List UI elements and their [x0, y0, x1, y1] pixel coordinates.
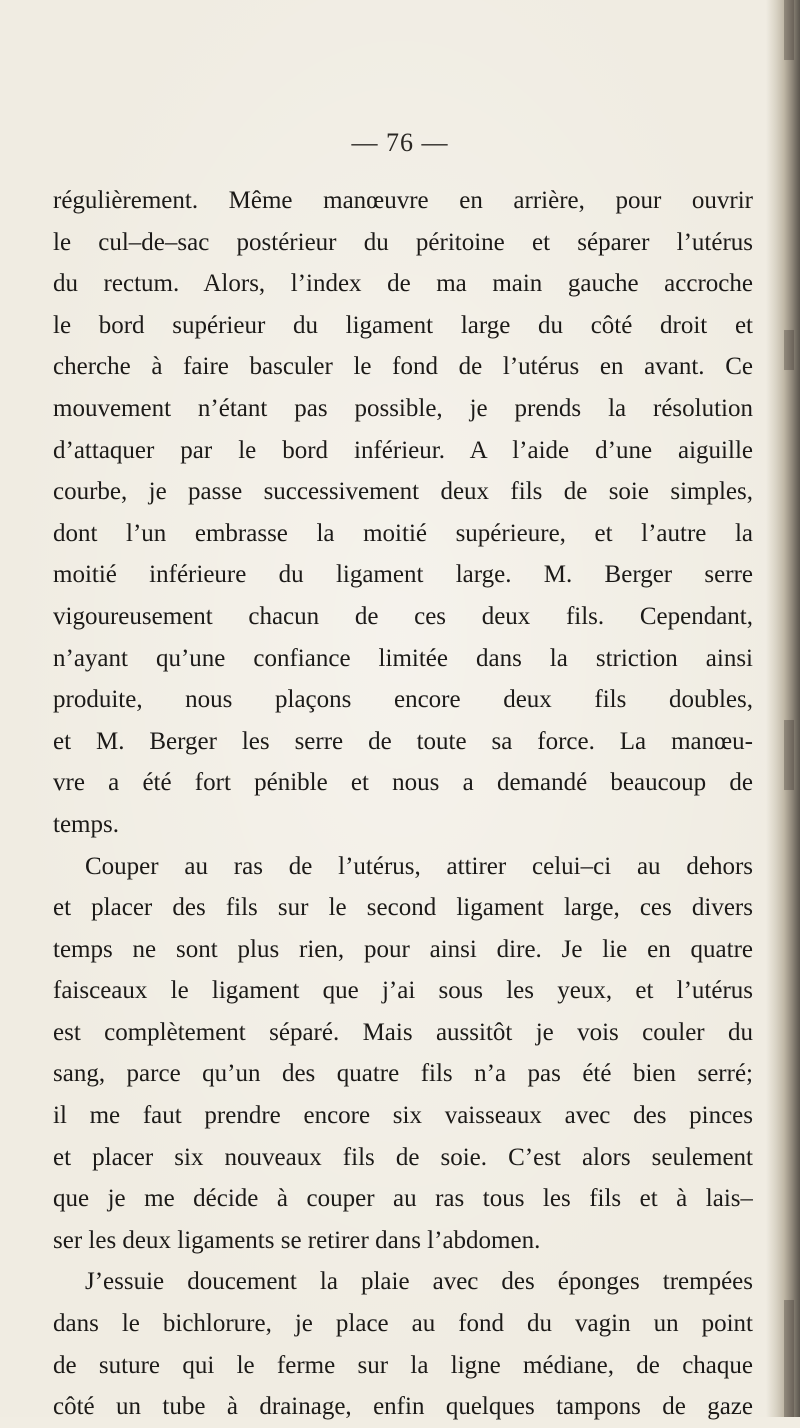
text-line: d’attaquer par le bord inférieur. A l’aide d’une aiguille — [53, 436, 753, 464]
edge-band — [784, 1300, 794, 1417]
text-line: et M. Berger les serre de toute sa force. La manœu- — [53, 727, 753, 755]
text-line: de suture qui le ferme sur la ligne médiane, de chaque — [53, 1351, 753, 1379]
text-line: moitié inférieure du ligament large. M. Berger serre — [53, 561, 753, 589]
text-line: Couper au ras de l’utérus, attirer celui–ci au dehors — [85, 852, 753, 880]
body-text — [53, 180, 753, 1428]
text-line: cherche à faire basculer le fond de l’utérus en avant. Ce — [53, 353, 753, 381]
text-line: côté un tube à drainage, enfin quelques tampons de gaze — [53, 1393, 753, 1421]
text-line: temps. — [53, 810, 119, 838]
text-line: que je me décide à couper au ras tous les fils et à lais– — [53, 1185, 753, 1213]
text-line: produite, nous plaçons encore deux fils doubles, — [53, 686, 753, 714]
text-line: vre a été fort pénible et nous a demandé beaucoup de — [53, 769, 753, 797]
text-line: du rectum. Alors, l’index de ma main gauche accroche — [53, 270, 753, 298]
text-line: dont l’un embrasse la moitié supérieure, et l’autre la — [53, 519, 753, 547]
edge-band — [784, 720, 794, 790]
page-edge-shadow — [766, 0, 800, 1417]
text-line: ser les deux ligaments se retirer dans l’abdomen. — [53, 1226, 541, 1254]
text-line: courbe, je passe successivement deux fils de soie simples, — [53, 478, 753, 506]
text-line: vigoureusement chacun de ces deux fils. Cependant, — [53, 602, 753, 630]
text-line: le cul–de–sac postérieur du péritoine et séparer l’utérus — [53, 228, 753, 256]
text-line: mouvement n’étant pas possible, je prends la résolution — [53, 394, 753, 422]
edge-band — [784, 330, 794, 370]
text-line: temps ne sont plus rien, pour ainsi dire. Je lie en quatre — [53, 935, 753, 963]
edge-band — [784, 0, 794, 60]
text-line: régulièrement. Même manœuvre en arrière, pour ouvrir — [53, 187, 753, 214]
text-line: faisceaux le ligament que j’ai sous les yeux, et l’utérus — [53, 977, 753, 1005]
text-line: le bord supérieur du ligament large du côté droit et — [53, 311, 753, 339]
text-line: est complètement séparé. Mais aussitôt je vois couler du — [53, 1018, 753, 1046]
text-line: et placer des fils sur le second ligament large, ces divers — [53, 894, 753, 922]
text-line: n’ayant qu’une confiance limitée dans la striction ainsi — [53, 644, 753, 672]
text-line: il me faut prendre encore six vaisseaux avec des pinces — [53, 1102, 753, 1130]
text-line: sang, parce qu’un des quatre fils n’a pas été bien serré; — [53, 1060, 753, 1088]
text-line: et placer six nouveaux fils de soie. C’est alors seulement — [53, 1143, 753, 1171]
page-number: — 76 — — [351, 128, 449, 157]
text-line: dans le bichlorure, je place au fond du vagin un point — [53, 1310, 753, 1338]
text-line: J’essuie doucement la plaie avec des éponges trempées — [85, 1268, 753, 1296]
